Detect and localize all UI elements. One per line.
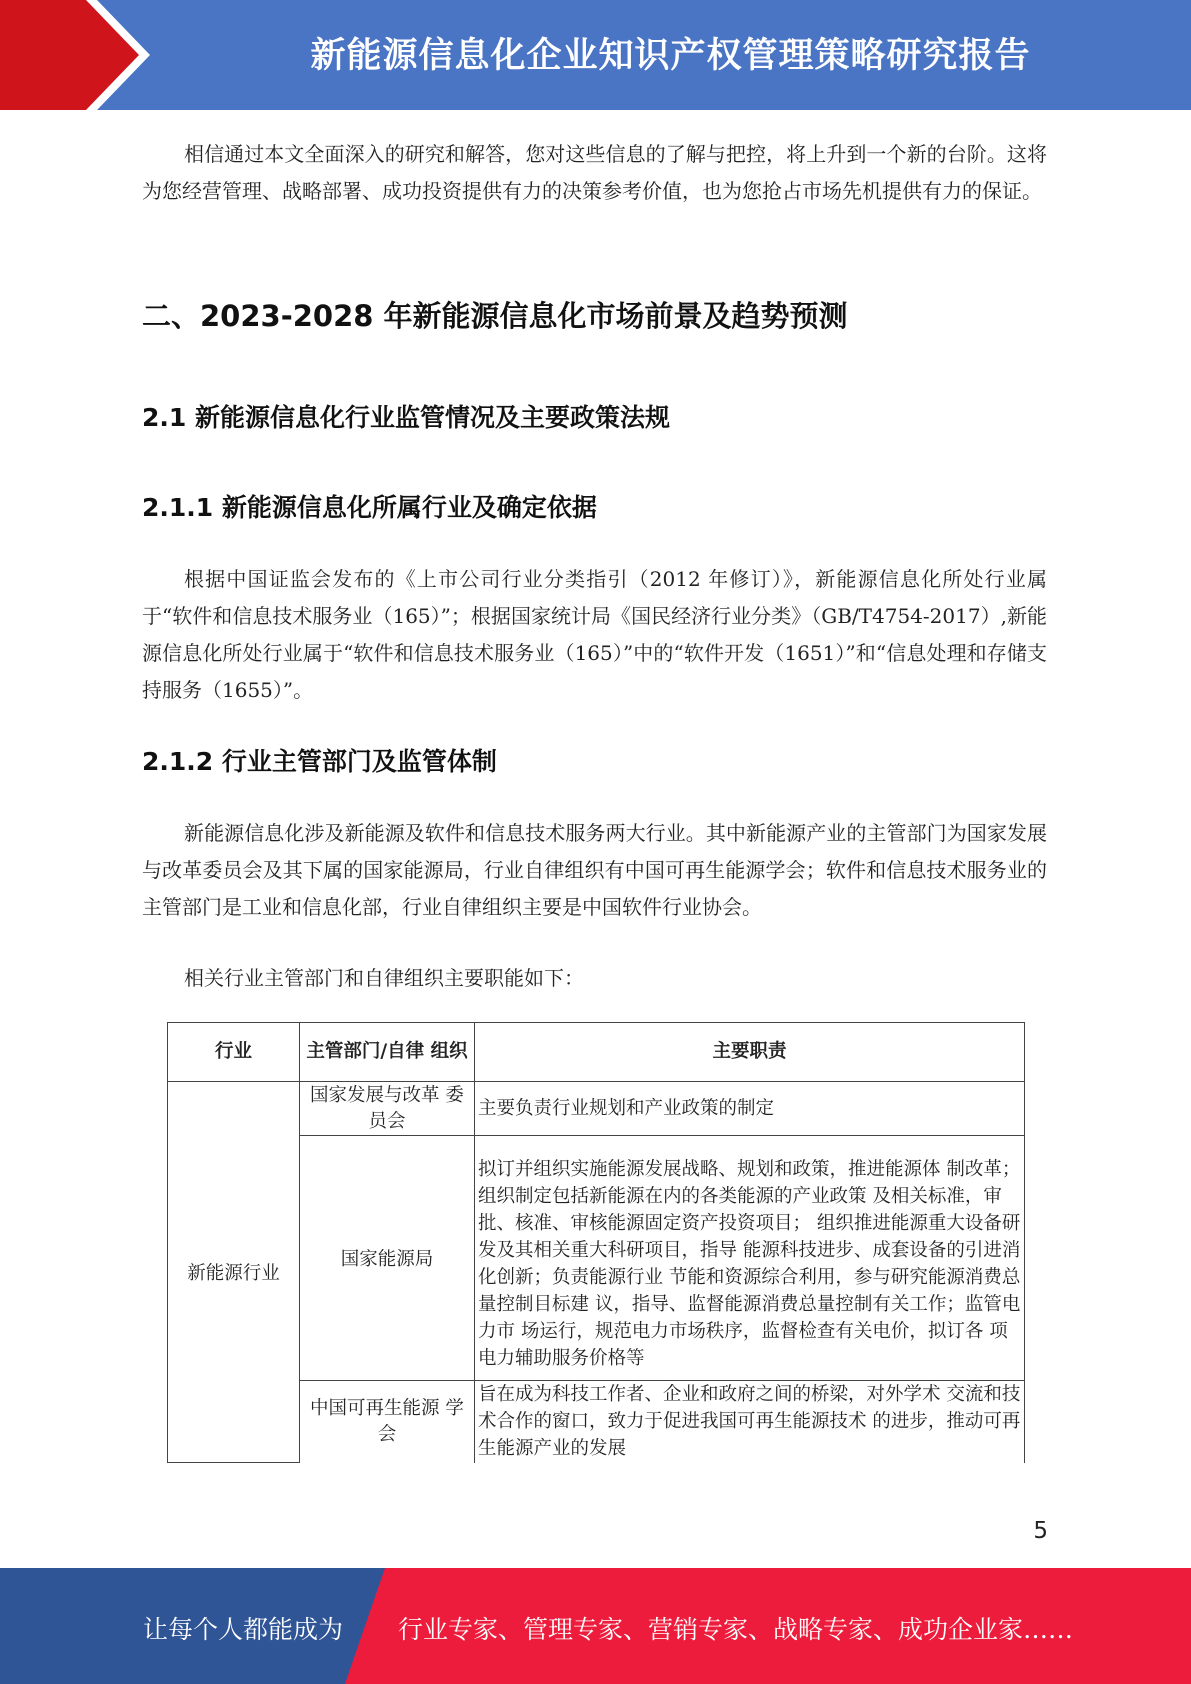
duty-cell: 主要负责行业规划和产业政策的制定 [475,1082,1025,1136]
intro-paragraph: 相信通过本文全面深入的研究和解答，您对这些信息的了解与把控，将上升到一个新的台阶。这将为您经营管理、战略部署、成功投资提供有力的决策参考价值，也为您抢占市场先机提供有力的保证。 [142,142,1047,203]
org-cell: 中国可再生能源 学会 [300,1381,475,1463]
org-cell: 国家发展与改革 委员会 [300,1082,475,1136]
section-2-1-2-body [142,815,1047,926]
intro-section [142,136,1047,210]
table-intro [142,960,1047,997]
footer-slogan-right: 行业专家、管理专家、营销专家、战略专家、成功企业家…… [398,1615,1074,1644]
industry-cell: 新能源行业 [168,1082,300,1463]
header-duty: 主要职责 [475,1023,1025,1082]
org-cell: 国家能源局 [300,1136,475,1381]
header-org: 主管部门/自律 组织 [300,1023,475,1082]
industry-classification-paragraph: 根据中国证监会发布的《上市公司行业分类指引（2012 年修订）》，新能源信息化所处行业属于“软件和信息技术服务业（165）”；根据国家统计局《国民经济行业分类》（GB/T4754-2017）,新能源信息化所处行业属于“软件和信息技术服务业（165）”中的“软件开发（1651）”和“信息处理和存储支持服务（1655）”。 [142,567,1047,702]
regulatory-paragraph: 新能源信息化涉及新能源及软件和信息技术服务两大行业。其中新能源产业的主管部门为国家发展与改革委员会及其下属的国家能源局，行业自律组织有中国可再生能源学会；软件和信息技术服务业的主管部门是工业和信息化部，行业自律组织主要是中国软件行业协会。 [142,821,1047,919]
section-2-1-1-heading: 2.1.1 新能源信息化所属行业及确定依据 [142,493,597,522]
section-2-1-1-body [142,561,1047,709]
header-industry: 行业 [168,1023,300,1082]
section-2-heading: 二、2023-2028 年新能源信息化市场前景及趋势预测 [142,299,848,333]
duty-cell: 旨在成为科技工作者、企业和政府之间的桥梁，对外学术 交流和技术合作的窗口，致力于促进我国可再生能源技术 的进步，推动可再生能源产业的发展 [475,1381,1025,1463]
report-title: 新能源信息化企业知识产权管理策略研究报告 [310,36,1031,76]
table-intro-paragraph: 相关行业主管部门和自律组织主要职能如下： [184,966,584,990]
table-header-row [168,1023,1025,1082]
section-2-1-heading: 2.1 新能源信息化行业监管情况及主要政策法规 [142,403,670,432]
header-chevron-arrow-icon [0,0,150,110]
table-row [168,1082,1025,1136]
footer-slogan-left: 让每个人都能成为 [143,1615,344,1644]
section-2-1-2-heading: 2.1.2 行业主管部门及监管体制 [142,747,497,776]
footer-banner [0,1568,1191,1684]
duty-cell: 拟订并组织实施能源发展战略、规划和政策，推进能源体 制改革；组织制定包括新能源在内的各类能源的产业政策 及相关标准，审批、核准、审核能源固定资产投资项目； 组织推进能源重大设备研发及其相关重大科研项目，指导 能源科技进步、成套设备的引进消化创新；负责能源行业 节能和资源综合利用，参与研究能源消费总量控制目标建 议，指导、监督能源消费总量控制有关工作；监管电力市 场运行，规范电力市场秩序，监督检查有关电价，拟订各 项电力辅助服务价格等 [475,1136,1025,1381]
page-number: 5 [1033,1518,1048,1544]
header-banner [0,0,1191,110]
duties-table [167,1022,1025,1463]
